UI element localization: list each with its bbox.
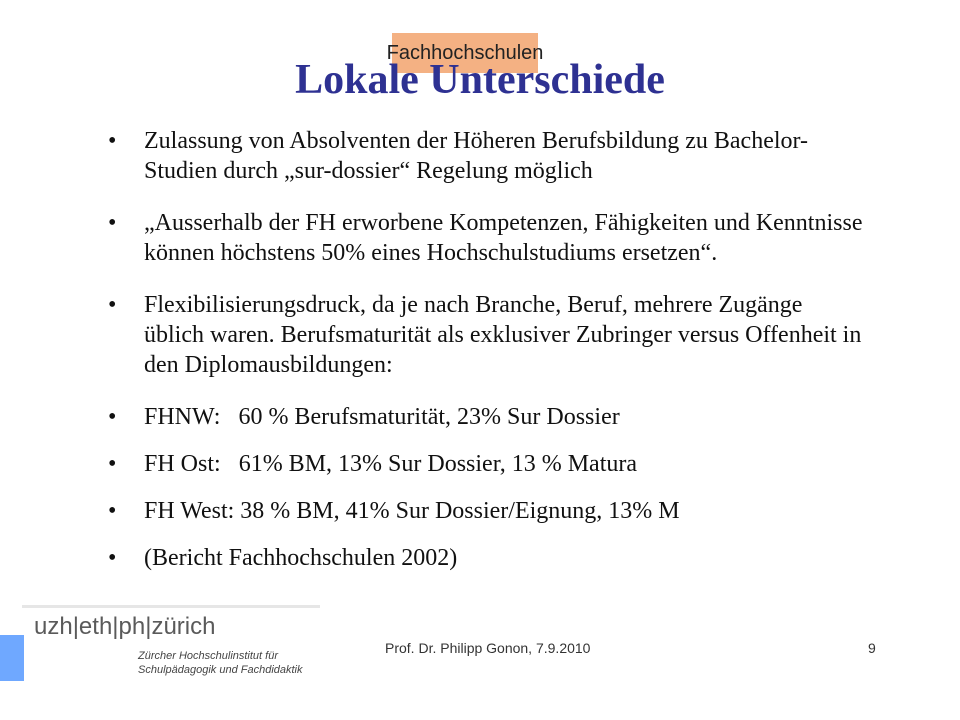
- logo-subtitle-line: Schulpädagogik und Fachdidaktik: [138, 664, 303, 676]
- section-tag: Fachhochschulen: [392, 33, 538, 73]
- bullet-item: • „Ausserhalb der FH erworbene Kompetenzen, Fähigkeiten und Kenntnisse können höchstens 50% eines Hochschulstudiums ersetzen“.: [108, 208, 868, 268]
- bullet-item: • Flexibilisierungsdruck, da je nach Branche, Beruf, mehrere Zugänge üblich waren. Berufsmaturität als exklusiver Zubringer versus Offenheit in den Diplomausbildungen:: [108, 290, 868, 380]
- bullet-list: [108, 126, 868, 573]
- logo-wordmark: uzh|eth|ph|zürich: [34, 613, 216, 640]
- institution-logo: [0, 605, 330, 720]
- logo-accent-bar: [0, 635, 24, 681]
- logo-divider: [22, 605, 320, 608]
- bullet-item: • (Bericht Fachhochschulen 2002): [108, 543, 868, 573]
- page-number: 9: [868, 640, 876, 656]
- logo-subtitle: [138, 649, 328, 677]
- slide-title: Lokale Unterschiede: [295, 57, 665, 103]
- bullet-item: • FH Ost: 61% BM, 13% Sur Dossier, 13 % Matura: [108, 449, 868, 479]
- footer-text: Prof. Dr. Philipp Gonon, 7.9.2010: [385, 640, 591, 656]
- logo-subtitle-line: Zürcher Hochschulinstitut für: [138, 650, 278, 662]
- bullet-item: • Zulassung von Absolventen der Höheren Berufsbildung zu Bachelor-Studien durch „sur-dossier“ Regelung möglich: [108, 126, 868, 186]
- bullet-item: • FH West: 38 % BM, 41% Sur Dossier/Eignung, 13% M: [108, 496, 868, 526]
- bullet-item: • FHNW: 60 % Berufsmaturität, 23% Sur Dossier: [108, 402, 868, 432]
